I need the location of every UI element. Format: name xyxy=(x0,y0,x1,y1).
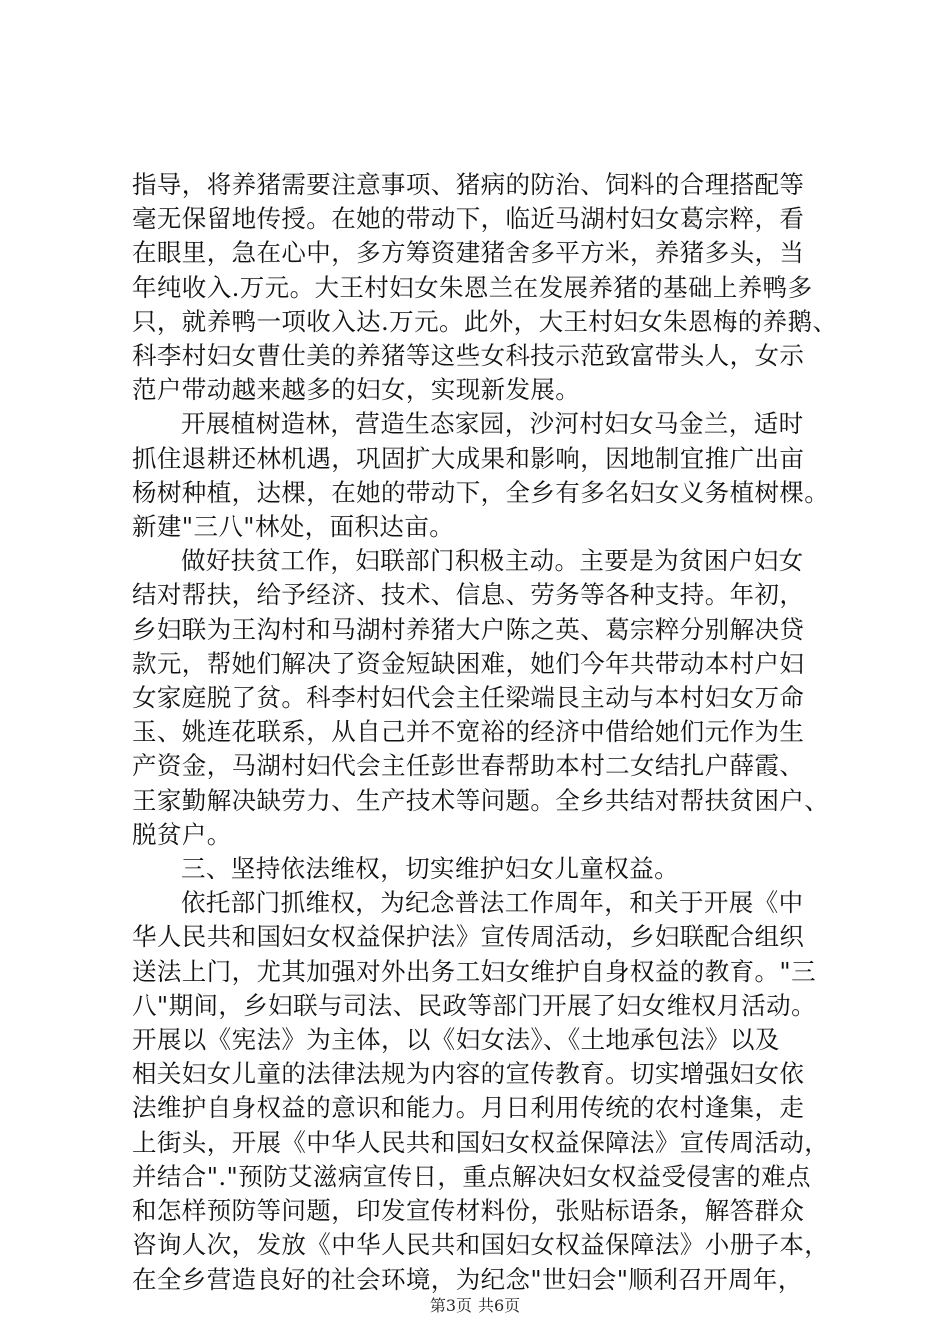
text-line: 在眼里，急在心中，多方筹资建猪舍多平方米，养猪多头，当 xyxy=(132,238,805,268)
text-line: 华人民共和国妇女权益保护法》宣传周活动，乡妇联配合组织 xyxy=(132,922,805,952)
text-line: 八"期间，乡妇联与司法、民政等部门开展了妇女维权月活动。 xyxy=(132,990,816,1020)
text-line: 并结合"."预防艾滋病宣传日，重点解决妇女权益受侵害的难点 xyxy=(132,1161,811,1191)
text-line: 玉、姚连花联系，从自己并不宽裕的经济中借给她们元作为生 xyxy=(132,717,805,747)
text-line: 抓住退耕还林机遇，巩固扩大成果和影响，因地制宜推广出亩 xyxy=(132,443,805,473)
document-body xyxy=(132,168,838,1297)
paragraph xyxy=(132,407,832,544)
text-line: 上街头，开展《中华人民共和国妇女权益保障法》宣传周活动， xyxy=(132,1127,830,1157)
text-line: 年纯收入.万元。大王村妇女朱恩兰在发展养猪的基础上养鸭多 xyxy=(132,272,813,302)
text-line: 范户带动越来越多的妇女，实现新发展。 xyxy=(132,375,581,405)
paragraph xyxy=(132,544,832,852)
paragraph xyxy=(132,168,838,407)
paragraph xyxy=(132,886,832,1296)
text-line: 开展以《宪法》为主体，以《妇女法》、《土地承包法》以及 xyxy=(132,1025,780,1055)
text-line: 女家庭脱了贫。科李村妇代会主任梁端艮主动与本村妇女万命 xyxy=(132,683,805,713)
text-line: 送法上门，尤其加强对外出务工妇女维护自身权益的教育。"三 xyxy=(132,956,816,986)
text-line: 产资金，马湖村妇代会主任彭世春帮助本村二女结扎户薛霞、 xyxy=(132,751,805,781)
text-line: 杨树种植，达棵，在她的带动下，全乡有多名妇女义务植树棵。 xyxy=(132,477,830,507)
page-footer xyxy=(0,1296,950,1316)
paragraph xyxy=(132,852,832,886)
text-line: 三、坚持依法维权，切实维护妇女儿童权益。 xyxy=(181,854,679,884)
text-line: 王家勤解决缺劳力、生产技术等问题。全乡共结对帮扶贫困户、 xyxy=(132,785,830,815)
text-line: 开展植树造林，营造生态家园，沙河村妇女马金兰，适时 xyxy=(181,409,804,439)
text-line: 咨询人次，发放《中华人民共和国妇女权益保障法》小册子本， xyxy=(132,1230,830,1260)
text-line: 指导，将养猪需要注意事项、猪病的防治、饲料的合理搭配等 xyxy=(132,170,805,199)
text-line: 新建"三八"林处，面积达亩。 xyxy=(132,512,455,542)
text-line: 科李村妇女曹仕美的养猪等这些女科技示范致富带头人，女示 xyxy=(132,341,805,371)
page-number-current: 第3页 xyxy=(429,1296,472,1315)
text-line: 做好扶贫工作，妇联部门积极主动。主要是为贫困户妇女 xyxy=(181,546,804,576)
text-line: 结对帮扶，给予经济、技术、信息、劳务等各种支持。年初， xyxy=(132,580,805,610)
text-line: 法维护自身权益的意识和能力。月日利用传统的农村逢集，走 xyxy=(132,1093,805,1123)
text-line: 乡妇联为王沟村和马湖村养猪大户陈之英、葛宗粹分别解决贷 xyxy=(132,614,805,644)
text-line: 脱贫户。 xyxy=(132,819,232,849)
text-line: 在全乡营造良好的社会环境，为纪念"世妇会"顺利召开周年， xyxy=(132,1264,803,1294)
page-number-total: 共6页 xyxy=(478,1296,521,1315)
text-line: 款元，帮她们解决了资金短缺困难，她们今年共带动本村户妇 xyxy=(132,648,805,678)
text-line: 依托部门抓维权，为纪念普法工作周年，和关于开展《中 xyxy=(181,888,804,918)
text-line: 相关妇女儿童的法律法规为内容的宣传教育。切实增强妇女依 xyxy=(132,1059,805,1089)
text-line: 只，就养鸭一项收入达.万元。此外，大王村妇女朱恩梅的养鹅、 xyxy=(132,306,838,336)
text-line: 毫无保留地传授。在她的带动下，临近马湖村妇女葛宗粹，看 xyxy=(132,204,805,234)
text-line: 和怎样预防等问题，印发宣传材料份，张贴标语条，解答群众 xyxy=(132,1196,805,1226)
